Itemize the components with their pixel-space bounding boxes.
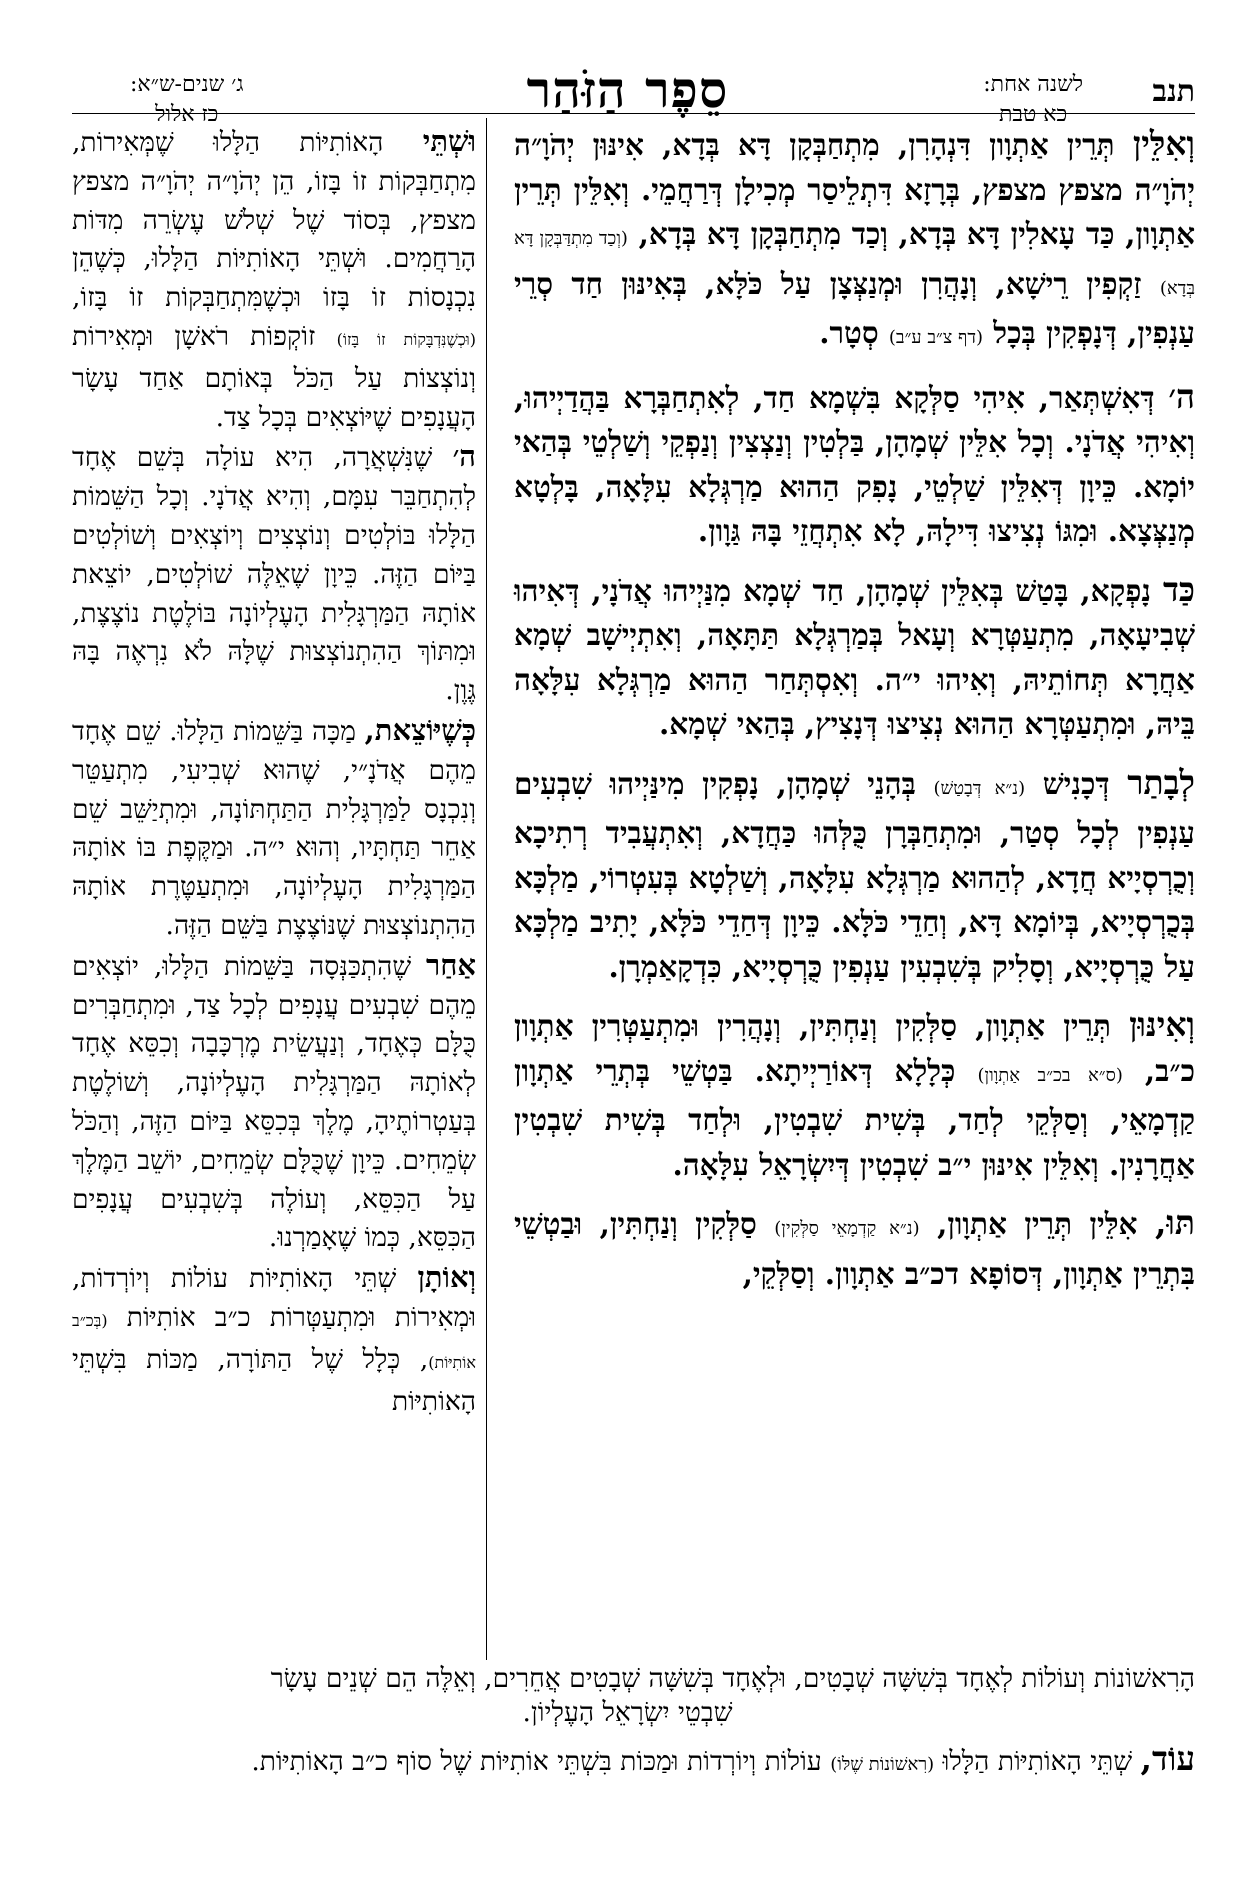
paragraph-text: דְּאִשְׁתְּאַר, אִיהִי סַלְּקָא בִּשְׁמָא חַד, לְאִתְחַבְּרָא בַּהֲדַיְיהוּ, וְאִיהִי אֲדֹנָי. וְכָל אִלֵּין שְׁמָהָן, בַּלְטִין וְנַצְצִין וְנַפְקֵי וְשַׁלְטֵי בְּהַאי יוֹמָא. כֵּיוָן דְּאִלֵּין שַׁלְטֵי, נָפִק הַהוּא מַרְגְּלָא עִלָּאָה, בָּלְטָא מְנַצְּצָא. וּמִגּוֹ נְצִיצוּ דִּילָהּ, לָא אִתְחֲזֵי בָּהּ גַּוָון. <box>514 379 1196 548</box>
paragraph-text: בְּהָנֵי שְׁמָהָן, נָפְקִין מִינַּיְיהוּ שִׁבְעִים עַנְפִין לְכָל סְטַר, וּמִתְחַבְּרָן כֻּלְּהוּ כַּחֲדָא, וְאִתְעֲבִיד רְתִיכָא וְכֻרְסְיָיא חֲדָא, לְהַהוּא מַרְגְּלָא עִלָּאָה, וְשַׁלְטָא בְּעִטְרוֹי, מַלְכָּא בְּכֻרְסְיָיא, בְּיוֹמָא דָּא, וְחַדֵי כֹּלָּא. כֵּיוָן דְּחַדֵי כֹּלָּא, יָתִיב מַלְכָּא עַל כֻּרְסְיָיא, וְסָלִיק בְּשִׁבְעִין עַנְפִין כֻּרְסְיָיא, כִּדְקָאַמְרָן. <box>514 765 1195 984</box>
paragraph-text: תְּרֵין אַתְוָון דִּנְהָרִן, מִתְחַבְּקָן דָּא בְּדָא, אִינּוּן יְהֹוָ״ה יְהֹוָ״ה מצפץ מצפץ, בְּרָזָא דִּתְלֵיסַר מְכִילָן דְּרַחֲמֵי. וְאִלֵּין תְּרֵין אַתְוָון, כַּד עָאלִין דָּא בְּדָא, וְכַד מִתְחַבְּקָן דָּא בְּדָא, <box>514 127 1196 251</box>
paragraph-text: מַכָּה בַּשֵּׁמוֹת הַלָּלוּ. שֵׁם אֶחָד מֵהֶם אֲדֹנָ״י, שֶׁהוּא שְׁבִיעִי, מִתְעַטֵּר וְנִכְנָס לַמַּרְגָּלִית הַתַּחְתּוֹנָה, וּמִתְיַשֵּׁב שֵׁם אַחֵר תַּחְתָּיו, וְהוּא י״ה. וּמַקֶּפֶת בּוֹ אוֹתָהּ הַמַּרְגָּלִית הָעֶלְיוֹנָה, וּמִתְעַטֶּרֶת אוֹתָהּ הַהִתְנוֹצְצוּת שֶׁנּוֹצֶצֶת בַּשֵּׁם הַזֶּה. <box>72 715 476 941</box>
main-paragraph-1 <box>514 122 1195 361</box>
opening-word: כַּד <box>1162 569 1195 609</box>
paragraph-text: , כְּלָל שֶׁל הַתּוֹרָה, מַכּוֹת בִּשְׁתֵּי הָאוֹתִיּוֹת <box>72 1343 476 1417</box>
paragraph-text: שְׁתֵּי הָאוֹתִיּוֹת עוֹלוֹת וְיוֹרְדוֹת, וּמְאִירוֹת וּמִתְעַטְּרוֹת כ״ב אוֹתִיּוֹת <box>72 1263 476 1333</box>
daily-study-right-line1: לשנה אחת: <box>983 72 1083 97</box>
opening-word: וְאִלֵּין <box>1132 124 1195 163</box>
opening-word: ה׳ <box>1168 376 1195 416</box>
variant-note: (בְּכ״ב אוֹתִיּוֹת) <box>72 1310 476 1372</box>
bottom-paragraph-1-end <box>60 1696 1195 1730</box>
paragraph-text: הָרִאשׁוֹנוֹת וְעוֹלוֹת לְאֶחָד בְּשִׁשָּׁה שְׁבָטִים, וּלְאֶחָד בְּשִׁשָּׁה שְׁבָטִים אֲחֵרִים, וְאֵלֶּה הֵם שְׁנֵים עָשָׂר <box>270 1663 1195 1694</box>
paragraph-text: נָפְקָא, בָּטַשׁ בְּאִלֵּין שְׁמָהָן, חַד שְׁמָא מִנַּיְיהוּ אֲדֹנָי, דְּאִיהוּ שְׁבִיעָאָה, מִתְעַטְּרָא וְעָאל בְּמַרְגְּלָא תַּתָּאָה, וְאִתְיְישָׁב שְׁמָא אַחֲרָא תְּחוֹתֵיהּ, וְאִיהוּ י״ה. וְאִסְתְּחַר הַהוּא מַרְגְּלָא עִלָּאָה בֵּיהּ, וּמִתְעַטְּרָא הַהוּא נְצִיצוּ דְּנָצִיץ, בְּהַאי שְׁמָא. <box>514 572 1195 741</box>
paragraph-text: שִׁבְטֵי יִשְׂרָאֵל הָעֶלְיוֹן. <box>522 1697 733 1728</box>
paragraph-text: תְּרֵין אַתְוָון, סַלְּקִין וְנַחְתִּין, וְנָהֲרִין וּמִתְעַטְּרִין אַתְוָון כ״ב, <box>514 1008 1195 1088</box>
paragraph-text: אִלֵּין תְּרֵין אַתְוָון, <box>919 1206 1155 1241</box>
paragraph-text: דְּכָנִישׁ <box>1025 765 1128 801</box>
paragraph-text: סַלְּקִין וְנַחְתִּין, וּבַטְשֵׁי בִּתְרֵין אַתְוָון, דְּסוֹפָא דכ״ב אַתְוָון. וְסַלְּקֵי, <box>514 1206 1195 1291</box>
opening-word: אַחַר <box>425 947 476 982</box>
side-paragraph-4 <box>72 946 476 1258</box>
variant-note: (נ״א קַדְמָאֵי סַלְּקִין) <box>774 1218 920 1239</box>
paragraph-text: סְטָר. <box>819 315 889 350</box>
main-paragraph-2 <box>514 375 1195 554</box>
variant-note: (וְכַד מִתְדַּבְּקָן דָּא בְּדָא) <box>514 228 1195 299</box>
variant-note: (רִאשׁוֹנוֹת שֶׁלּוֹ) <box>830 1754 935 1775</box>
page-header <box>60 20 1195 127</box>
header-divider <box>72 113 1195 114</box>
daily-study-right-line2: כא טבת <box>999 102 1068 127</box>
main-paragraph-3 <box>514 568 1195 747</box>
opening-word: וְאִינּוּן <box>1129 1005 1195 1044</box>
bottom-paragraph-1 <box>60 1662 1195 1696</box>
paragraph-text: עוֹלוֹת וְיוֹרְדוֹת וּמַכּוֹת בִּשְׁתֵּי אוֹתִיּוֹת שֶׁל סוֹף כ״ב הָאוֹתִיּוֹת. <box>251 1746 831 1777</box>
side-paragraph-3 <box>72 711 476 946</box>
main-paragraph-4 <box>514 761 1195 990</box>
opening-word: ה׳ <box>452 439 476 474</box>
opening-word: וּשְׁתֵּי <box>422 124 476 158</box>
folio-reference: (דף צ״ב ע״ב) <box>888 327 984 348</box>
opening-word: לְבָתַר <box>1127 762 1195 802</box>
page-number: תנב <box>1152 74 1195 109</box>
daily-study-left <box>130 70 244 130</box>
paragraph-text: הָאוֹתִיּוֹת הַלָּלוּ שֶׁמְּאִירוֹת, מִתְחַבְּקוֹת זוֹ בָּזוֹ, הֵן יְהֹוָ״ה יְהֹוָ״ה מצפץ מצפץ, בְּסוֹד שֶׁל שְׁלֹשׁ עֶשְׂרֵה מִדּוֹת הָרַחֲמִים. וּשְׁתֵּי הָאוֹתִיּוֹת הַלָּלוּ, כְּשֶׁהֵן נִכְנָסוֹת זוֹ בָּזוֹ וּכְשֶׁמִּתְחַבְּקוֹת זוֹ בָּזוֹ, <box>72 127 476 314</box>
paragraph-text: כְּלָלָא דְּאוֹרַיְיתָא. בַּטְשֵׁי בְּתְרֵי אַתְוָון קַדְמָאֵי, וְסַלְּקֵי לְחַד, בְּשִׁית שִׁבְטִין, וּלְחַד בְּשִׁית שִׁבְטִין אַחֲרָנִין. וְאִלֵּין אִינּוּן י״ב שִׁבְטִין דְּיִשְׂרָאֵל עִלָּאָה. <box>514 1052 1195 1182</box>
main-paragraph-5 <box>514 1003 1195 1187</box>
side-paragraph-2 <box>72 437 476 711</box>
translation-continuation <box>60 1662 1195 1782</box>
translation-column <box>72 122 476 1421</box>
opening-word: עוֹד, <box>1140 1739 1195 1778</box>
paragraph-text: שֶׁהִתְכַּנְּסָה בַּשֵּׁמוֹת הַלָּלוּ, יוֹצְאִים מֵהֶם שִׁבְעִים עֲנָפִים לְכָל צַד, וּמִתְחַבְּרִים כֻּלָּם כְּאֶחָד, וְנַעֲשֵׂית מֶרְכָּבָה וְכִסֵּא אֶחָד לְאוֹתָהּ הַמַּרְגָּלִית הָעֶלְיוֹנָה, וְשׁוֹלֶטֶת בְּעַטְרוֹתֶיהָ, מֶלֶךְ בְּכִסֵּא בַּיּוֹם הַזֶּה, וְהַכֹּל שְׂמֵחִים. כֵּיוָן שֶׁכֻּלָּם שְׂמֵחִים, יוֹשֵׁב הַמֶּלֶךְ עַל הַכִּסֵּא, וְעוֹלֶה בְּשִׁבְעִים עֲנָפִים הַכִּסֵּא, כְּמוֹ שֶׁאָמַרְנוּ. <box>72 950 476 1254</box>
paragraph-text: זַקְפִין רֵישָׁא, וְנָהֲרִן וּמְנַצְּצָן עַל כֹּלָּא, בְּאִינּוּן חַד סְרֵי עַנְפִין, דְּנָפְקִין בְּכָל <box>514 265 1195 350</box>
side-paragraph-1 <box>72 122 476 437</box>
opening-word: כְּשֶׁיּוֹצֵאת, <box>364 712 476 747</box>
paragraph-text: זוֹקְפוֹת רֹאשָׁן וּמְאִירוֹת וְנוֹצְצוֹת עַל הַכֹּל בְּאוֹתָם אַחַד עָשָׂר הָעֲנָפִים שֶׁיּוֹצְאִים בְּכָל צַד. <box>72 320 476 433</box>
main-paragraph-6 <box>514 1201 1195 1296</box>
paragraph-text: שֶׁנִּשְׁאֲרָה, הִיא עוֹלָה בְּשֵׁם אֶחָד לְהִתְחַבֵּר עִמָּם, וְהִיא אֲדֹנָי. וְכָל הַשֵּׁמוֹת הַלָּלוּ בּוֹלְטִים וְנוֹצְצִים וְיוֹצְאִים וְשׁוֹלְטִים בַּיּוֹם הַזֶּה. כֵּיוָן שֶׁאֵלֶּה שׁוֹלְטִים, יוֹצֵאת אוֹתָהּ הַמַּרְגָּלִית הָעֶלְיוֹנָה בּוֹלֶטֶת נוֹצֶצֶת, וּמִתּוֹךְ הַהִתְנוֹצְצוּת שֶׁלָּהּ לֹא נִרְאֶה בָּהּ גֶּוֶן. <box>72 442 476 707</box>
variant-note: (ס״א בכ״ב אַתְוָון) <box>977 1064 1123 1086</box>
opening-word: וְאוֹתָן <box>417 1260 476 1295</box>
main-text-column <box>514 122 1195 1310</box>
daily-study-left-line2: כז אלול <box>155 102 219 127</box>
book-title: סֵפֶר הַזֹּהַר <box>526 60 729 119</box>
variant-note: (וּכְשֶׁנִּדְבָּקוֹת זוֹ בָּזוֹ) <box>336 329 476 349</box>
bottom-paragraph-2 <box>60 1739 1195 1782</box>
opening-word: תּוּ, <box>1154 1203 1195 1242</box>
paragraph-text: שְׁתֵּי הָאוֹתִיּוֹת הַלָּלוּ <box>934 1746 1141 1777</box>
daily-study-left-line1: ג׳ שנים-ש״א: <box>130 72 244 97</box>
side-paragraph-5 <box>72 1258 476 1421</box>
column-divider <box>486 118 487 1660</box>
variant-note: (נ״א דְּבָטַשׁ) <box>933 777 1026 799</box>
